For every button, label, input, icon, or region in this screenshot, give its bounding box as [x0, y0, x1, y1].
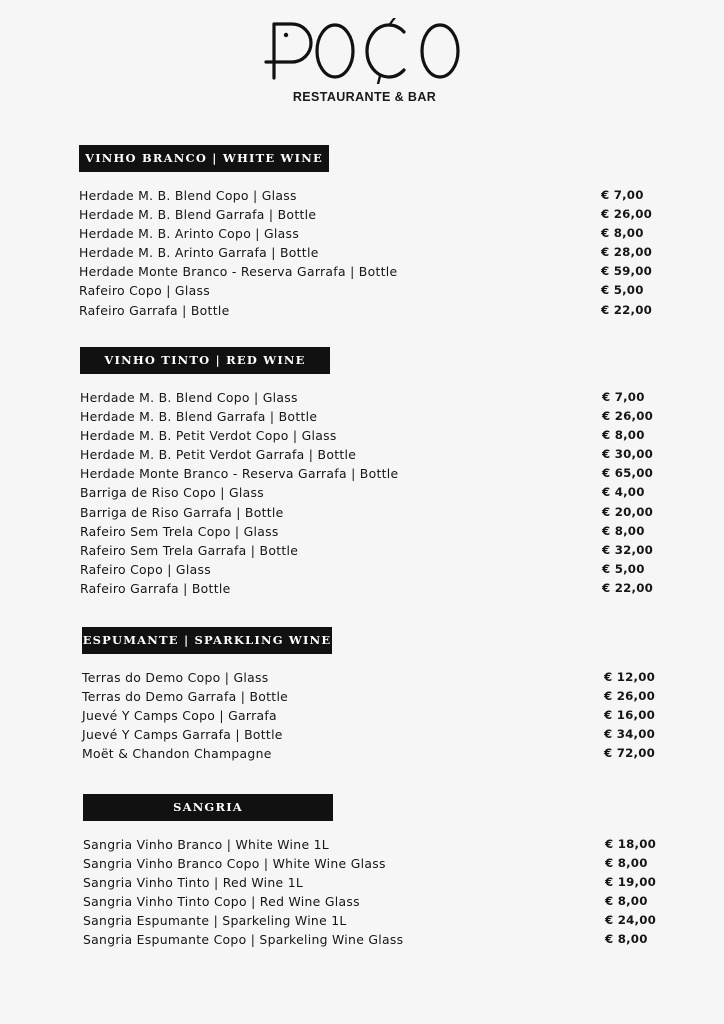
list-item [82, 706, 662, 725]
item-price: € 8,00 [601, 226, 644, 241]
item-price: € 22,00 [602, 580, 654, 595]
list-item [80, 464, 660, 483]
item-name: Herdade M. B. Blend Garrafa | Bottle [80, 409, 318, 425]
item-list [79, 186, 659, 320]
list-item [80, 407, 660, 426]
item-price: € 72,00 [604, 746, 656, 761]
item-list [80, 388, 660, 598]
item-price: € 16,00 [604, 708, 656, 723]
item-price: € 22,00 [601, 302, 653, 317]
item-name: Herdade Monte Branco - Reserva Garrafa | Bottle [79, 264, 398, 280]
list-item [83, 873, 663, 892]
item-price: € 8,00 [605, 894, 648, 909]
list-item [83, 911, 663, 930]
list-item [80, 522, 660, 541]
list-item [80, 560, 660, 579]
item-price: € 30,00 [602, 447, 654, 462]
list-item [82, 687, 662, 706]
list-item [79, 243, 659, 262]
item-list [83, 835, 663, 950]
item-name: Moët & Chandon Champagne [82, 746, 272, 762]
list-item [80, 503, 660, 522]
item-name: Rafeiro Sem Trela Garrafa | Bottle [80, 542, 299, 558]
item-price: € 59,00 [601, 264, 653, 279]
item-price: € 18,00 [605, 837, 657, 851]
item-name: Herdade Monte Branco - Reserva Garrafa | Bottle [80, 466, 399, 482]
item-name: Rafeiro Copo | Glass [79, 283, 210, 299]
item-name: Herdade M. B. Blend Copo | Glass [79, 188, 297, 203]
item-name: Sangria Espumante | Sparkeling Wine 1L [83, 913, 347, 929]
item-name: Herdade M. B. Petit Verdot Garrafa | Bottle [80, 447, 357, 463]
item-price: € 8,00 [602, 523, 645, 538]
item-name: Sangria Vinho Branco | White Wine 1L [83, 837, 329, 852]
item-price: € 8,00 [602, 428, 645, 443]
poco-wordmark-logo [262, 18, 467, 84]
item-price: € 19,00 [605, 875, 657, 890]
item-name: Sangria Vinho Tinto | Red Wine 1L [83, 875, 304, 891]
item-name: Rafeiro Copo | Glass [80, 561, 211, 577]
item-price: € 7,00 [601, 188, 644, 202]
list-item [83, 835, 663, 854]
item-price: € 65,00 [602, 466, 654, 481]
logo-subtitle: RESTAURANTE & BAR [292, 90, 437, 104]
item-price: € 7,00 [602, 390, 645, 404]
list-item [79, 262, 659, 281]
item-price: € 28,00 [601, 245, 653, 260]
list-item [80, 388, 660, 407]
item-name: Herdade M. B. Blend Garrafa | Bottle [79, 207, 317, 223]
item-name: Terras do Demo Garrafa | Bottle [82, 689, 289, 705]
item-price: € 4,00 [602, 485, 645, 500]
list-item [80, 483, 660, 502]
list-item [80, 445, 660, 464]
item-price: € 5,00 [602, 561, 645, 576]
item-name: Sangria Espumante Copo | Sparkeling Wine Glass [83, 932, 404, 948]
section-title: ESPUMANTE | SPARKLING WINE [82, 627, 332, 654]
list-item [82, 725, 662, 744]
list-item [80, 541, 660, 560]
item-name: Barriga de Riso Garrafa | Bottle [80, 504, 284, 520]
item-price: € 26,00 [604, 689, 656, 704]
list-item [82, 668, 662, 687]
item-price: € 5,00 [601, 283, 644, 298]
item-name: Rafeiro Garrafa | Bottle [79, 302, 230, 318]
item-price: € 26,00 [602, 409, 654, 424]
item-price: € 26,00 [601, 207, 653, 222]
list-item [82, 744, 662, 763]
item-name: Herdade M. B. Arinto Copo | Glass [79, 226, 300, 242]
item-price: € 32,00 [602, 542, 654, 557]
section-title: VINHO BRANCO | WHITE WINE [79, 145, 329, 172]
item-name: Juevé Y Camps Garrafa | Bottle [82, 727, 283, 743]
item-price: € 34,00 [604, 727, 656, 742]
restaurant-logo [262, 18, 467, 108]
item-price: € 24,00 [605, 913, 657, 928]
item-list [82, 668, 662, 763]
item-price: € 20,00 [602, 504, 654, 519]
item-name: Terras do Demo Copo | Glass [82, 670, 269, 685]
item-name: Juevé Y Camps Copo | Garrafa [82, 708, 277, 724]
item-name: Barriga de Riso Copo | Glass [80, 485, 265, 501]
item-name: Rafeiro Sem Trela Copo | Glass [80, 523, 279, 539]
list-item [83, 854, 663, 873]
list-item [80, 579, 660, 598]
list-item [79, 224, 659, 243]
item-name: Sangria Vinho Tinto Copo | Red Wine Glass [83, 894, 360, 910]
item-name: Rafeiro Garrafa | Bottle [80, 580, 231, 596]
item-name: Herdade M. B. Blend Copo | Glass [80, 390, 298, 405]
list-item [83, 892, 663, 911]
list-item [79, 186, 659, 205]
item-price: € 8,00 [605, 856, 648, 871]
list-item [79, 301, 659, 320]
list-item [79, 281, 659, 300]
list-item [79, 205, 659, 224]
section-title: SANGRIA [83, 794, 333, 821]
item-price: € 8,00 [605, 932, 648, 947]
item-price: € 12,00 [604, 670, 656, 684]
section-title: VINHO TINTO | RED WINE [80, 347, 330, 374]
item-name: Sangria Vinho Branco Copo | White Wine Glass [83, 856, 386, 872]
list-item [83, 930, 663, 949]
list-item [80, 426, 660, 445]
item-name: Herdade M. B. Arinto Garrafa | Bottle [79, 245, 319, 261]
item-name: Herdade M. B. Petit Verdot Copo | Glass [80, 428, 337, 444]
